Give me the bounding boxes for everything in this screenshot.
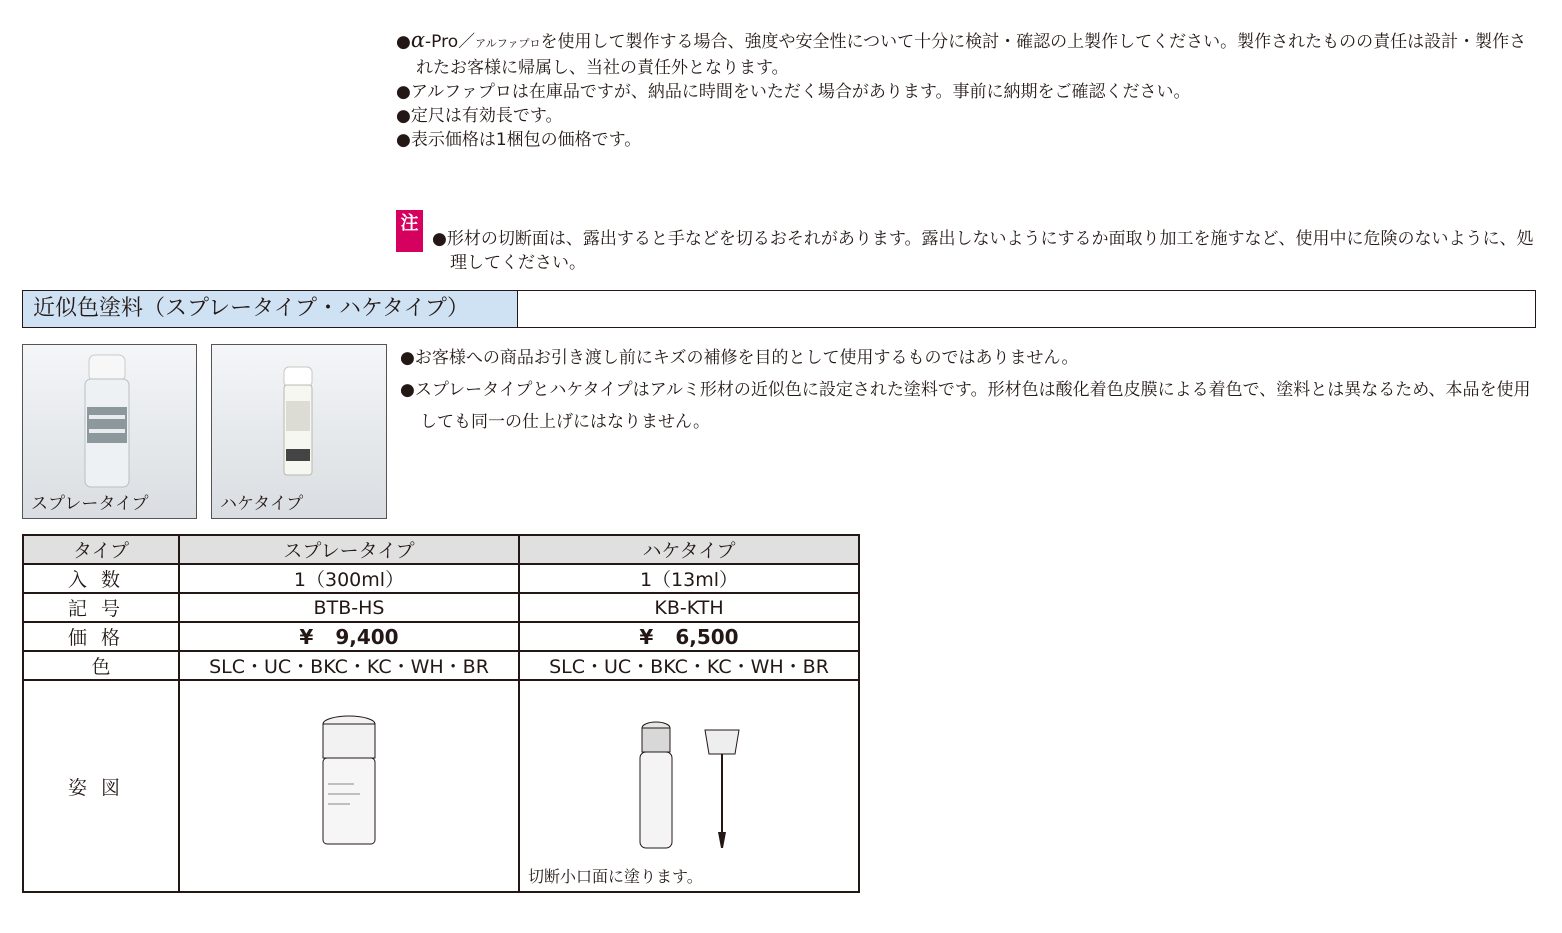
caution-text-body: 形材の切断面は、露出すると手などを切るおそれがあります。露出しないようにするか面取り加工を施すなど、使用中に危険のないように、処理してください。 [446,229,1534,273]
pro-label: -Pro／ [425,32,476,52]
yen-symbol: ¥ [639,624,654,649]
brush-photo [211,344,387,519]
product-notes [400,342,1540,438]
note-3-text: 定尺は有効長です。 [410,106,563,126]
brush-figure-note: 切断小口面に塗ります。 [528,867,703,886]
spray-photo [22,344,197,519]
brush-quantity: 1（13ml） [519,564,859,593]
row-label-price: 価格 [23,622,179,651]
spray-colors: SLC・UC・BKC・KC・WH・BR [179,651,519,680]
spray-price [179,622,519,651]
note-4: ●表示価格は1梱包の価格です。 [396,130,642,150]
spray-code: BTB-HS [179,593,519,622]
table-header-row [23,535,859,564]
section-header [22,290,1536,328]
note-4-text: 表示価格は1梱包の価格です。 [410,130,642,150]
product-note-2-text: スプレータイプとハケタイプはアルミ形材の近似色に設定された塗料です。形材色は酸化着色皮膜による着色で、塗料とは異なるため、本品を使用しても同一の仕上げにはなりません。 [414,380,1531,432]
brush-figure-cell [519,680,859,892]
note-2-text: アルファプロは在庫品ですが、納品に時間をいただく場合があります。事前に納期をご確認ください。 [410,82,1191,102]
row-label-code: 記号 [23,593,179,622]
brush-code: KB-KTH [519,593,859,622]
row-label-color: 色 [23,651,179,680]
yen-symbol: ¥ [299,624,314,649]
brush-colors: SLC・UC・BKC・KC・WH・BR [519,651,859,680]
spec-table [22,534,860,893]
spray-figure-cell [179,680,519,892]
notes-block [396,28,1536,152]
product-note-1-text: お客様への商品お引き渡し前にキズの補修を目的として使用するものではありません。 [414,348,1079,368]
alpha-symbol: α [410,28,426,52]
table-row [23,651,859,680]
spray-can-drawing-icon [314,714,384,854]
spray-photo-caption: スプレータイプ [31,494,149,514]
table-row [23,593,859,622]
brush-bottle-drawing-icon [619,714,759,854]
brush-price-value: 6,500 [675,624,739,649]
table-row [23,564,859,593]
caution-text: ●形材の切断面は、露出すると手などを切るおそれがあります。露出しないようにするか面取り加工を施すなど、使用中に危険のないように、処理してください。 [432,229,1534,273]
caution-badge: 注 [396,210,423,252]
table-row [23,622,859,651]
note-1-text: を使用して製作する場合、強度や安全性について十分に検討・確認の上製作してください。製作されたものの責任は設計・製作されたお客様に帰属し、当社の責任外となります。 [416,32,1527,78]
header-spray: スプレータイプ [179,535,519,564]
alphapro-kana: アルファプロ [475,37,541,50]
header-brush: ハケタイプ [519,535,859,564]
brush-price [519,622,859,651]
section-title: 近似色塗料（スプレータイプ・ハケタイプ） [23,291,518,327]
spray-price-value: 9,400 [335,624,399,649]
header-type: タイプ [23,535,179,564]
note-1: ●α-Pro／アルファプロを使用して製作する場合、強度や安全性について十分に検討・確認の上製作してください。製作されたものの責任は設計・製作されたお客様に帰属し、当社の責任外となります。 [396,28,1527,78]
note-3: ●定尺は有効長です。 [396,106,563,126]
product-note-2: ●スプレータイプとハケタイプはアルミ形材の近似色に設定された塗料です。形材色は酸化着色皮膜による着色で、塗料とは異なるため、本品を使用しても同一の仕上げにはなりません。 [400,380,1531,432]
brush-photo-caption: ハケタイプ [220,494,304,514]
spray-quantity: 1（300ml） [179,564,519,593]
row-label-figure: 姿図 [23,680,179,892]
note-2: ●アルファプロは在庫品ですが、納品に時間をいただく場合があります。事前に納期をご確認ください。 [396,82,1191,102]
row-label-quantity: 入数 [23,564,179,593]
product-note-1: ●お客様への商品お引き渡し前にキズの補修を目的として使用するものではありません。 [400,348,1079,368]
table-row-figure [23,680,859,892]
caution-block [396,210,1536,292]
